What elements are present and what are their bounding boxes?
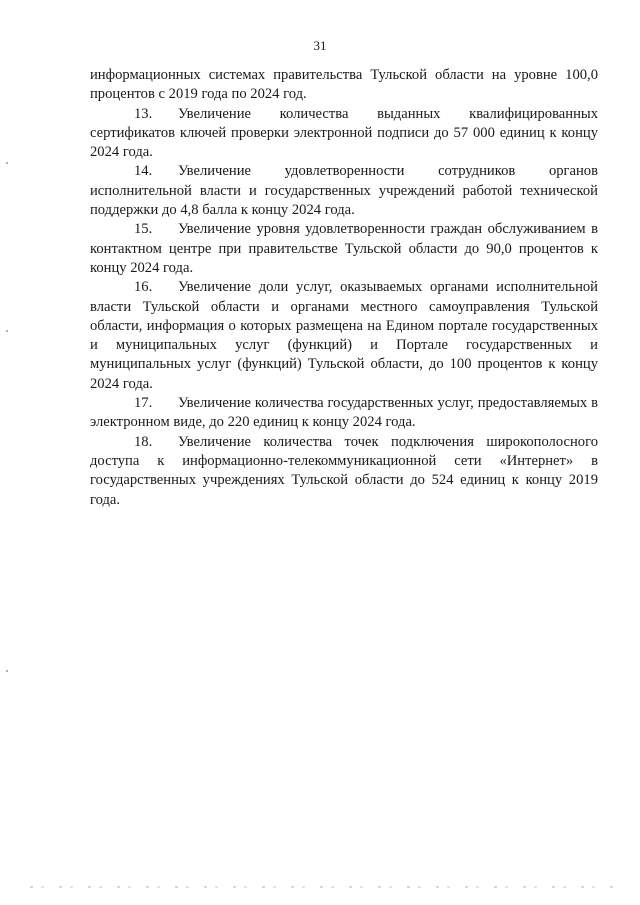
list-item [90, 433, 598, 510]
scan-edge-artifact [30, 886, 620, 888]
list-item [90, 162, 598, 220]
item-text: Увеличение количества государственных услуг, предоставляемых в электронном виде, до 220 единиц к концу 2024 года. [90, 395, 598, 431]
scan-artifact [6, 162, 8, 164]
scan-artifact [6, 330, 8, 332]
item-text: Увеличение доли услуг, оказываемых органами исполнительной власти Тульской области и органами местного самоуправления Тульской области, информация о которых размещена на Едином портале государственных и муниципальных услуг (функций) и Портале государственных и муниципальных услуг (функций) Тульской области, до 100 процентов к концу 2024 года. [90, 279, 598, 392]
document-body [90, 66, 598, 510]
item-number: 14. [134, 163, 153, 180]
item-text: Увеличение количества точек подключения широкополосного доступа к информационно-телекоммуникационной сети «Интернет» в государственных учреждениях Тульской области до 524 единиц к концу 2019 года. [90, 433, 598, 508]
item-text: Увеличение уровня удовлетворенности граждан обслуживанием в контактном центре при правительстве Тульской области до 90,0 процентов к концу 2024 года. [90, 221, 598, 276]
continuation-line-2: процентов с 2019 года по 2024 год. [90, 86, 307, 103]
list-item [90, 220, 598, 278]
item-number: 15. [134, 221, 153, 238]
scan-artifact [6, 670, 8, 672]
continuation-paragraph [90, 66, 598, 105]
item-number: 13. [134, 105, 153, 122]
list-item [90, 394, 598, 433]
item-number: 17. [134, 395, 153, 412]
item-number: 18. [134, 433, 153, 450]
item-number: 16. [134, 279, 153, 296]
item-text: Увеличение удовлетворенности сотрудников органов исполнительной власти и государственных учреждений работой технической поддержки до 4,8 балла к концу 2024 года. [90, 163, 598, 219]
item-text: Увеличение количества выданных квалифицированных сертификатов ключей проверки электронной подписи до 57 000 единиц к концу 2024 года. [90, 105, 598, 161]
list-item [90, 278, 598, 394]
list-item [90, 105, 598, 163]
page-number: 31 [313, 38, 327, 53]
continuation-line-1: информационных системах правительства Тульской области на уровне 100,0 [90, 67, 598, 83]
